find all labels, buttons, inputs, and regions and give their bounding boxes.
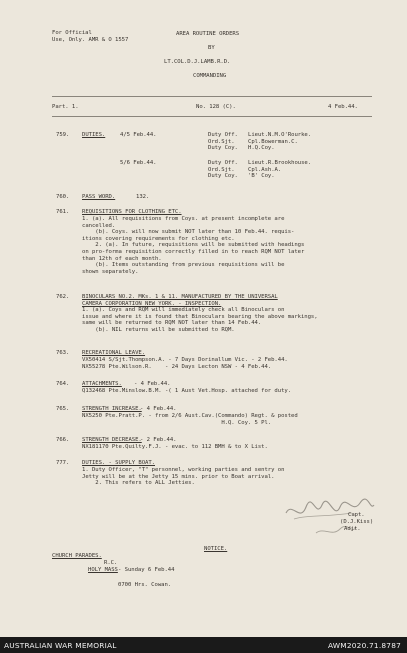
duty-labels: Duty Off. Ord.Sjt. Duty Coy. — [208, 132, 238, 152]
item-heading: STRENGTH DECREASE. — [82, 437, 142, 443]
duty-values: Lieut.R.Brookhouse. Cpl.Ash.A. 'B' Coy. — [248, 160, 312, 180]
item-heading-date: - 4 Feb.44. — [134, 381, 171, 387]
item-heading: STRENGTH INCREASE. — [82, 406, 142, 412]
item-heading-date: - 4 Feb.44. — [140, 406, 177, 412]
item-number: 763. — [56, 350, 70, 356]
divider-bottom — [52, 116, 372, 117]
order-date: 4 Feb.44. — [328, 104, 358, 110]
item-body: 1. (a). All requisitions from Coys. at present incomplete are cancelled. (b). Coys. will now submit NOT later than 10 Feb.44. requis- itions covering requirements for clothing etc. 2. (a). In future, requisitions will be submitted with headings on pro-forma requisition correctly filled in to reach RQM NOT later than 12th of each month. (b). Items outstanding from previous requisitions will be shown separately. — [82, 216, 305, 275]
item-heading: BINOCULARS NO.2. MKs. 1 & 11. MANUFACTURED BY THE UNIVERSAL CAMERA CORPORATION NEW YORK. - INSPECTION. — [82, 294, 278, 307]
archive-name: AUSTRALIAN WAR MEMORIAL — [4, 641, 117, 650]
item-heading: PASS WORD. — [82, 194, 116, 200]
item-number: 760. — [56, 194, 70, 200]
item-number: 762. — [56, 294, 70, 300]
archive-footer-bar — [0, 637, 407, 653]
duty-values: Lieut.N.M.O'Rourke. Cpl.Bowerman.C. H.Q.Coy. — [248, 132, 312, 152]
archive-reference: AWM2020.71.8787 — [327, 641, 401, 650]
notice-title: NOTICE. — [204, 546, 228, 552]
signatory-name: (D.J.Kiss) — [340, 519, 374, 525]
notice-when: - Sunday 6 Feb.44 — [118, 567, 175, 573]
duty-date: 5/6 Feb.44. — [120, 160, 157, 166]
notice-service: HOLY MASS — [88, 567, 118, 573]
notice-denomination: R.C. — [104, 560, 118, 566]
duty-date: 4/5 Feb.44. — [120, 132, 157, 138]
notice-section: CHURCH PARADES. — [52, 553, 102, 559]
item-number: 759. — [56, 132, 70, 138]
item-number: 764. — [56, 381, 70, 387]
notice-time: 0700 Hrs. Cowan. — [118, 582, 172, 588]
item-heading: DUTIES. — [82, 132, 106, 138]
signatory-appointment: Adjt. — [344, 526, 361, 532]
part-number: Part. 1. — [52, 104, 79, 110]
item-body: NX181170 Pte.Quilty.F.J. - evac. to 112 BMH & to X List. — [82, 444, 268, 450]
item-number: 777. — [56, 460, 70, 466]
order-number: No. 128 (C). — [196, 104, 236, 110]
commanding-role: COMMANDING — [193, 73, 227, 79]
duty-labels: Duty Off. Ord.Sjt. Duty Coy. — [208, 160, 238, 180]
item-heading-date: - 2 Feb.44. — [140, 437, 177, 443]
divider-top — [52, 96, 372, 97]
item-body: VX50414 S/Sjt.Thompson.A. - 7 Days Dorinallum Vic. - 2 Feb.44. NX55278 Pte.Wilson.R. - 24 Days Lecton NSW - 4 Feb.44. — [82, 357, 288, 370]
commanding-officer: LT.COL.D.J.LAMB.R.D. — [164, 59, 231, 65]
item-body: 1. (a). Coys and RQM will immediately check all Binoculars on issue and where it is found that Binoculars bearing the above markings, same will be returned to RQM NOT later than 14 Feb.44. (b). NIL returns will be submitted to RQM. — [82, 307, 318, 333]
password-value: 132. — [136, 194, 150, 200]
item-body: Q132468 Pte.Minslow.B.M. -( 1 Aust Vet.Hosp. attached for duty. — [82, 388, 292, 394]
item-number: 765. — [56, 406, 70, 412]
signatory-rank: Capt. — [348, 512, 365, 518]
by-line: BY — [208, 45, 215, 51]
document-title: AREA ROUTINE ORDERS — [176, 31, 240, 37]
classification-note: For Official Use, Only. AMR & O 1557 — [52, 30, 129, 43]
item-heading: REQUISITIONS FOR CLOTHING ETC. — [82, 209, 182, 215]
item-number: 761. — [56, 209, 70, 215]
item-number: 766. — [56, 437, 70, 443]
item-heading: DUTIES. - SUPPLY BOAT. — [82, 460, 155, 466]
item-body: 1. Duty Officer, "T" personnel, working parties and sentry on Jetty will be at the Jetty 15 mins. prior to Boat arrival. 2. This refers to ALL Jetties. — [82, 467, 285, 487]
item-heading: ATTACHMENTS. — [82, 381, 122, 387]
item-heading: RECREATIONAL LEAVE. — [82, 350, 146, 356]
item-body: NX5250 Pte.Pratt.P. - from 2/6 Aust.Cav.(Commando) Regt. & posted H.Q. Coy. 5 Pl. — [82, 413, 298, 426]
